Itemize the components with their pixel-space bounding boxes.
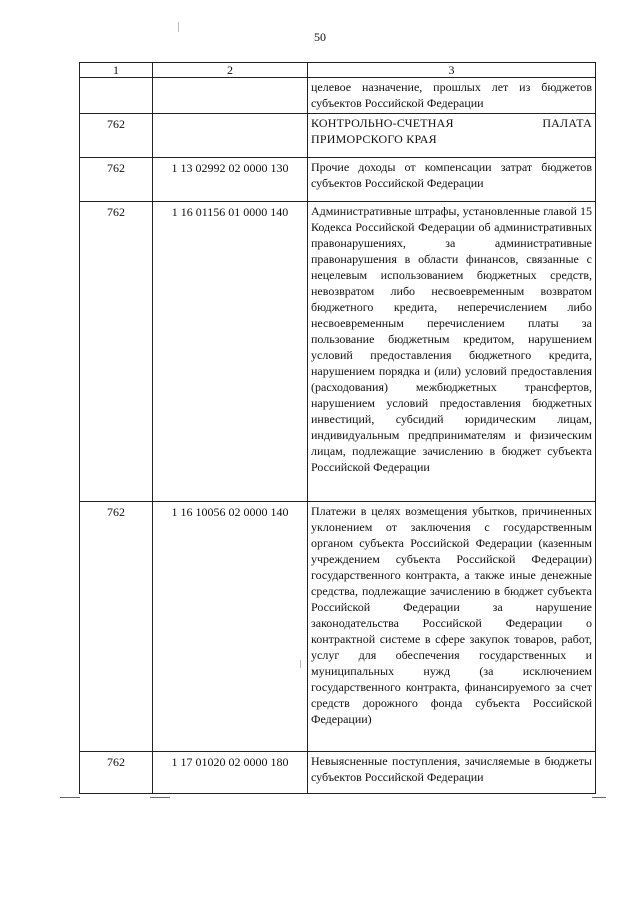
- income-code-cell: 1 16 01156 01 0000 140: [153, 202, 308, 502]
- column-header: 3: [308, 63, 596, 78]
- revenue-sources-table: [79, 62, 596, 794]
- income-name-cell: Административные штрафы, установленные главой 15 Кодекса Российской Федерации об административных правонарушениях, за административные правонарушения в области финансов, связанные с нецелевым использованием бюджетных средств, невозвратом либо несвоевременным возвратом бюджетного кредита, неперечислением либо несвоевременным перечислением платы за пользование бюджетным кредитом, нарушением условий предоставления бюджетного кредита, нарушением порядка и (или) условий предоставления (расходования) межбюджетных трансфертов, нарушением условий предоставления бюджетных инвестиций, субсидий юридическим лицам, индивидуальным предпринимателям и физическим лицам, подлежащие зачислению в бюджет субъекта Российской Федерации: [308, 202, 596, 502]
- column-header: 2: [153, 63, 308, 78]
- table-row: [80, 502, 596, 752]
- table-row: [80, 752, 596, 794]
- table-row: [80, 158, 596, 202]
- income-code-cell: [153, 78, 308, 114]
- page-number: 50: [314, 30, 326, 44]
- scan-artifact: [592, 797, 606, 798]
- admin-code-cell: 762: [80, 752, 153, 794]
- scan-artifact: [150, 797, 170, 798]
- income-name-cell: Невыясненные поступления, зачисляемые в бюджеты субъектов Российской Федерации: [308, 752, 596, 794]
- admin-code-cell: 762: [80, 202, 153, 502]
- income-name-cell: целевое назначение, прошлых лет из бюджетов субъектов Российской Федерации: [308, 78, 596, 114]
- table-row: [80, 78, 596, 114]
- column-header: 1: [80, 63, 153, 78]
- income-code-cell: 1 13 02992 02 0000 130: [153, 158, 308, 202]
- income-name-cell: Прочие доходы от компенсации затрат бюджетов субъектов Российской Федерации: [308, 158, 596, 202]
- admin-code-cell: [80, 78, 153, 114]
- income-code-cell: 1 16 10056 02 0000 140: [153, 502, 308, 752]
- admin-code-cell: 762: [80, 114, 153, 158]
- scan-artifact: [300, 660, 301, 668]
- income-name-cell: Платежи в целях возмещения убытков, причиненных уклонением от заключения с государственным органом субъекта Российской Федерации (казенным учреждением субъекта Российской Федерации) государственного контракта, а также иные денежные средства, подлежащие зачислению в бюджет субъекта Российской Федерации за нарушение законодательства Российской Федерации о контрактной системе в сфере закупок товаров, работ, услуг для обеспечения государственных и муниципальных нужд (за исключением государственного контракта, финансируемого за счет средств дорожного фонда субъекта Российской Федерации): [308, 502, 596, 752]
- admin-code-cell: 762: [80, 158, 153, 202]
- income-name-cell: КОНТРОЛЬНО-СЧЕТНАЯ ПАЛАТА ПРИМОРСКОГО КРАЯ: [308, 114, 596, 158]
- table-row: [80, 202, 596, 502]
- income-code-cell: 1 17 01020 02 0000 180: [153, 752, 308, 794]
- table-row: [80, 114, 596, 158]
- scan-artifact: [60, 797, 80, 798]
- admin-code-cell: 762: [80, 502, 153, 752]
- income-code-cell: [153, 114, 308, 158]
- table-header-row: [80, 63, 596, 78]
- scan-artifact: [178, 22, 179, 32]
